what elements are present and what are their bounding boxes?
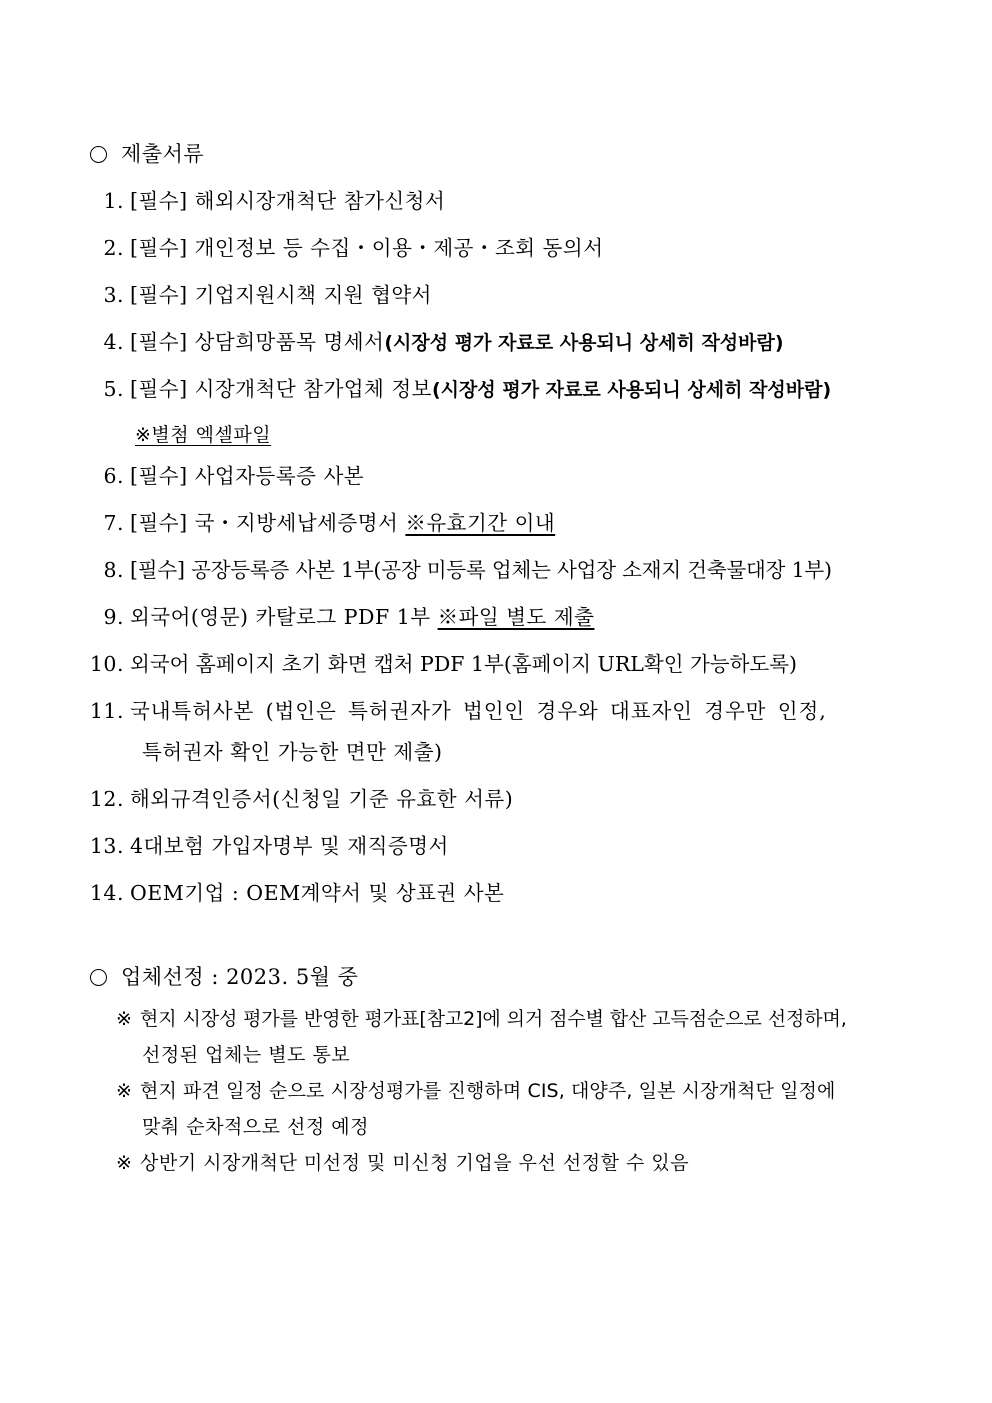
item-text: 외국어 홈페이지 초기 화면 캡처 PDF 1부(홈페이지 URL확인 가능하도록) — [130, 652, 798, 676]
item-number: 6. — [103, 464, 124, 488]
item-text: 국내특허사본 (법인은 특허권자가 법인인 경우와 대표자인 경우만 인정, — [130, 699, 827, 723]
item-underlined-note: ※파일 별도 제출 — [437, 605, 595, 629]
section-title: 제출서류 — [121, 142, 205, 166]
note-text: 현지 파견 일정 순으로 시장성평가를 진행하며 CIS, 대양주, 일본 시장개척단 일정에 — [140, 1080, 836, 1102]
item-number: 10. — [89, 652, 124, 676]
item-subnote — [135, 420, 271, 449]
list-item — [88, 328, 784, 357]
reference-mark: ※ — [116, 1152, 133, 1174]
item-text-continued: 특허권자 확인 가능한 면만 제출) — [142, 740, 443, 764]
item-number: 4. — [103, 330, 124, 354]
reference-mark: ※ — [116, 1008, 133, 1030]
list-item — [88, 832, 449, 860]
list-item — [88, 785, 513, 813]
item-emphasis: (시장성 평가 자료로 사용되니 상세히 작성바람) — [384, 332, 784, 354]
item-underlined-note: ※유효기간 이내 — [405, 511, 556, 535]
item-number: 12. — [89, 787, 124, 811]
item-number: 9. — [103, 605, 124, 629]
list-item — [88, 462, 364, 490]
note-continuation — [142, 1041, 350, 1069]
reference-mark: ※ — [116, 1080, 133, 1102]
section-heading-selection — [90, 963, 358, 991]
item-text: 해외규격인증서(신청일 기준 유효한 서류) — [130, 787, 514, 811]
circle-bullet-icon — [90, 146, 107, 163]
item-number: 11. — [89, 699, 124, 723]
note-continuation — [142, 1113, 369, 1141]
note-text: 현지 시장성 평가를 반영한 평가표[참고2]에 의거 점수별 합산 고득점순으로 선정하며, — [140, 1008, 847, 1030]
item-continuation — [142, 738, 443, 766]
item-text: 외국어(영문) 카탈로그 PDF 1부 — [130, 605, 438, 629]
list-item — [88, 234, 604, 262]
item-text: [필수] 해외시장개척단 참가신청서 — [130, 189, 446, 213]
item-number: 8. — [103, 558, 124, 582]
section-heading-documents — [90, 140, 204, 168]
item-number: 1. — [103, 189, 124, 213]
section-title: 업체선정 : 2023. 5월 중 — [121, 965, 359, 989]
list-item — [88, 187, 445, 215]
list-item — [88, 879, 504, 907]
list-item — [88, 697, 827, 725]
note-text: 상반기 시장개척단 미선정 및 미신청 기업을 우선 선정할 수 있음 — [140, 1152, 690, 1174]
note-text-continued: 맞춰 순차적으로 선정 예정 — [142, 1116, 370, 1138]
item-text: [필수] 시장개척단 참가업체 정보 — [130, 377, 432, 401]
item-number: 7. — [103, 511, 124, 535]
list-item — [88, 556, 832, 584]
item-number: 3. — [103, 283, 124, 307]
item-text: [필수] 기업지원시책 지원 협약서 — [130, 283, 432, 307]
item-text: [필수] 개인정보 등 수집・이용・제공・조회 동의서 — [130, 236, 604, 260]
note-item — [116, 1077, 835, 1105]
list-item — [88, 603, 594, 631]
item-number: 2. — [103, 236, 124, 260]
list-item — [88, 650, 797, 678]
circle-bullet-icon — [90, 969, 107, 986]
list-item — [88, 509, 555, 537]
note-item — [116, 1005, 847, 1033]
item-emphasis: (시장성 평가 자료로 사용되니 상세히 작성바람) — [431, 379, 832, 401]
note-item — [116, 1149, 689, 1177]
note-text-continued: 선정된 업체는 별도 통보 — [142, 1044, 351, 1066]
item-text: OEM기업 : OEM계약서 및 상표권 사본 — [130, 881, 505, 905]
list-item — [88, 281, 432, 309]
item-text: [필수] 상담희망품목 명세서 — [130, 330, 385, 354]
item-number: 13. — [89, 834, 124, 858]
attachment-note: ※별첨 엑셀파일 — [135, 424, 272, 446]
list-item — [88, 375, 831, 404]
item-text: 4대보험 가입자명부 및 재직증명서 — [130, 834, 449, 858]
item-text: [필수] 사업자등록증 사본 — [130, 464, 365, 488]
item-number: 5. — [103, 377, 124, 401]
item-text: [필수] 공장등록증 사본 1부(공장 미등록 업체는 사업장 소재지 건축물대장 1부) — [130, 558, 832, 582]
item-text: [필수] 국・지방세납세증명서 — [130, 511, 406, 535]
item-number: 14. — [89, 881, 124, 905]
